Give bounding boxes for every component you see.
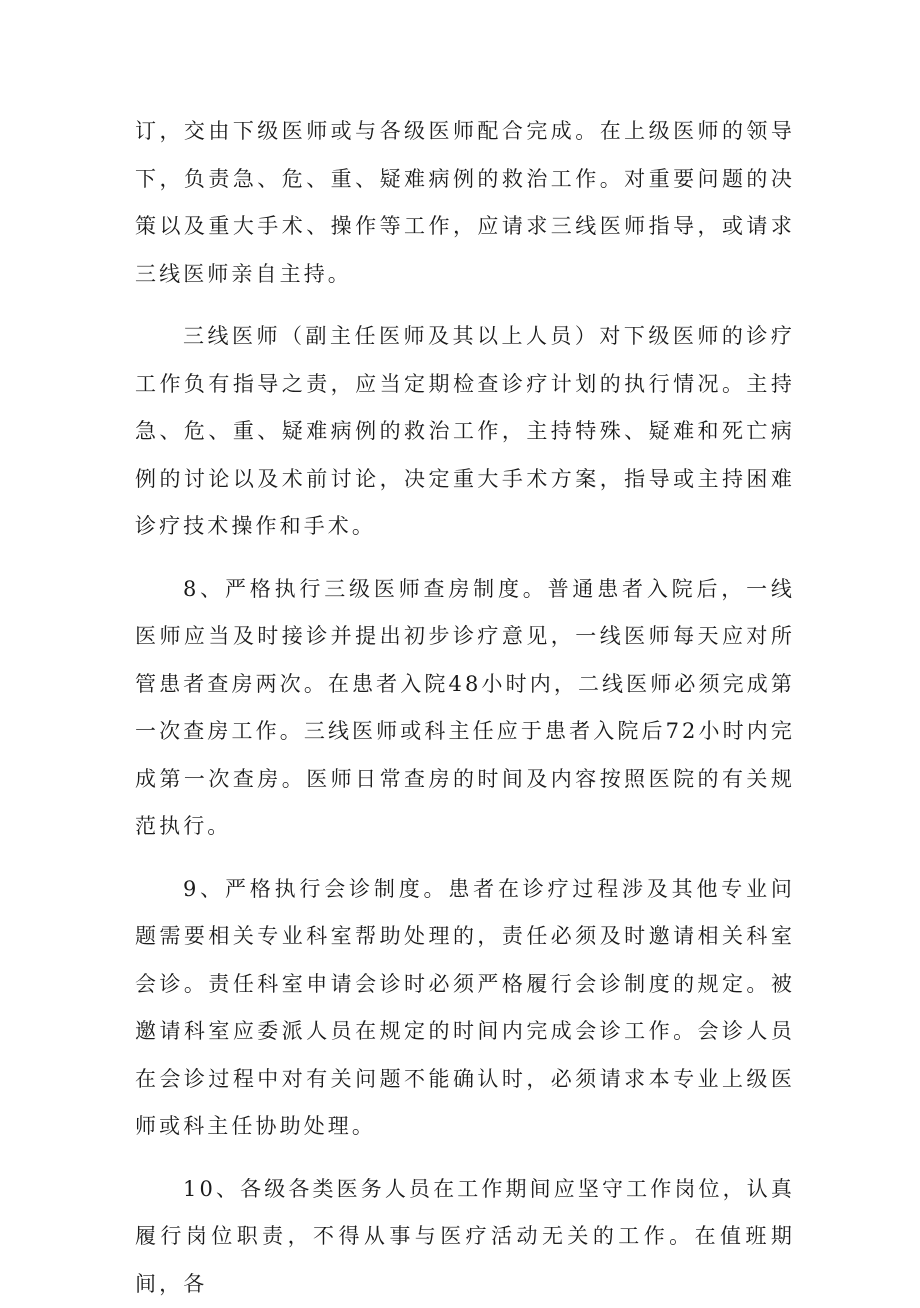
paragraph-item-9-consultation: 9、严格执行会诊制度。患者在诊疗过程涉及其他专业问题需要相关专业科室帮助处理的，责任必须及时邀请相关科室会诊。责任科室申请会诊时必须严格履行会诊制度的规定。被邀请科室应委派人员在规定的时间内完成会诊工作。会诊人员在会诊过程中对有关问题不能确认时，必须请求本专业上级医师或科主任协助处理。 [135,866,795,1151]
paragraph-item-10-duty: 10、各级各类医务人员在工作期间应坚守工作岗位，认真履行岗位职责，不得从事与医疗活动无关的工作。在值班期间，各 [135,1166,795,1308]
paragraph-continuation: 订，交由下级医师或与各级医师配合完成。在上级医师的领导下，负责急、危、重、疑难病例的救治工作。对重要问题的决策以及重大手术、操作等工作，应请求三线医师指导，或请求三线医师亲自主持。 [135,108,795,298]
paragraph-item-8-ward-rounds: 8、严格执行三级医师查房制度。普通患者入院后，一线医师应当及时接诊并提出初步诊疗意见，一线医师每天应对所管患者查房两次。在患者入院48小时内，二线医师必须完成第一次查房工作。三线医师或科主任应于患者入院后72小时内完成第一次查房。医师日常查房的时间及内容按照医院的有关规范执行。 [135,566,795,851]
document-body [135,108,795,1308]
paragraph-third-line-physician: 三线医师（副主任医师及其以上人员）对下级医师的诊疗工作负有指导之责，应当定期检查诊疗计划的执行情况。主持急、危、重、疑难病例的救治工作，主持特殊、疑难和死亡病例的讨论以及术前讨论，决定重大手术方案，指导或主持困难诊疗技术操作和手术。 [135,313,795,551]
